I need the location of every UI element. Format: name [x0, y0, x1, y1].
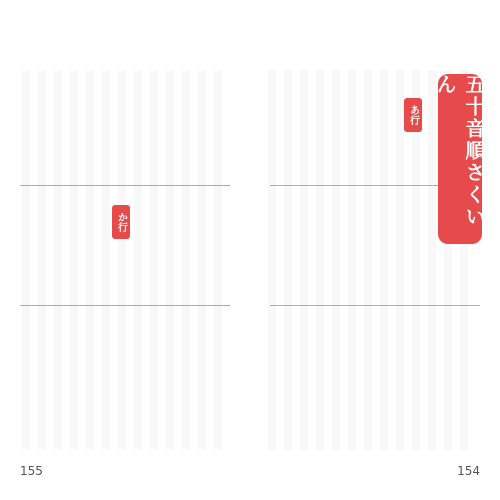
- section-tab-ka: か行: [112, 205, 130, 239]
- page-number-right: 154: [457, 464, 480, 478]
- index-entries-left: [22, 70, 227, 450]
- row-divider: [20, 305, 230, 306]
- row-divider: [20, 185, 230, 186]
- page-number-left: 155: [20, 464, 43, 478]
- page-title: 五十音順さくいん: [438, 74, 482, 244]
- right-page: [250, 0, 500, 500]
- section-tab-a: あ行: [404, 98, 422, 132]
- row-divider: [270, 305, 480, 306]
